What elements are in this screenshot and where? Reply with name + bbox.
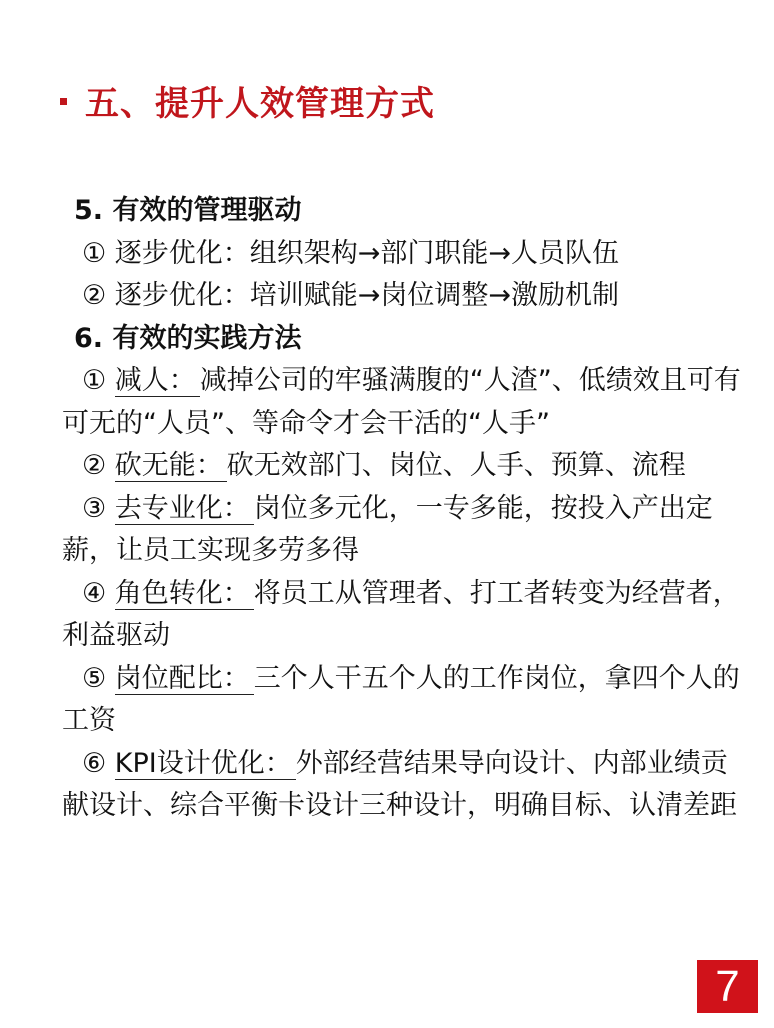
item-marker: ②: [82, 450, 115, 481]
item-term: KPI设计优化：: [115, 748, 296, 780]
item-term: 去专业化：: [115, 493, 254, 525]
item-term: 岗位配比：: [115, 663, 254, 695]
section-heading: [60, 76, 435, 125]
item-text: 减掉公司的牢骚满腹的“人渣”、低绩效且可有可无的“人员”、等命令才会干活的“人手”: [62, 365, 741, 439]
item-term: 减人：: [115, 365, 200, 397]
item-marker: ⑥: [82, 747, 115, 779]
practice-item: [62, 445, 752, 488]
heading-title: 五、提升人效管理方式: [85, 84, 435, 124]
item-marker: ⑤: [82, 662, 115, 694]
item-text: 砍无效部门、岗位、人手、预算、流程: [226, 450, 686, 481]
item-marker: ③: [82, 492, 115, 524]
practice-item: [62, 743, 752, 828]
item-text: 外部经营结果导向设计、内部业绩贡献设计、综合平衡卡设计三种设计，明确目标、认清差距: [62, 747, 737, 821]
item-marker: ④: [82, 577, 115, 609]
page-number-badge: 7: [697, 960, 758, 1013]
item-text: 将员工从管理者、打工者转变为经营者，利益驱动: [62, 577, 740, 651]
list-item: ② 逐步优化：培训赋能→岗位调整→激励机制: [82, 280, 620, 311]
section-title-6: 6. 有效的实践方法: [74, 322, 302, 354]
item-term: 角色转化：: [115, 578, 254, 610]
practice-item: [62, 360, 752, 445]
list-item: ① 逐步优化：组织架构→部门职能→人员队伍: [82, 237, 620, 269]
square-bullet-icon: [60, 98, 67, 105]
practice-item: [62, 658, 752, 743]
content-body: [62, 190, 752, 828]
item-marker: ①: [82, 365, 115, 396]
item-text: 岗位多元化，一专多能，按投入产出定薪，让员工实现多劳多得: [62, 492, 713, 566]
practice-item: [62, 573, 752, 658]
item-text: 三个人干五个人的工作岗位，拿四个人的工资: [62, 662, 740, 736]
section-title-5: 5. 有效的管理驱动: [74, 195, 302, 226]
item-term: 砍无能：: [115, 450, 227, 482]
practice-item: [62, 488, 752, 573]
